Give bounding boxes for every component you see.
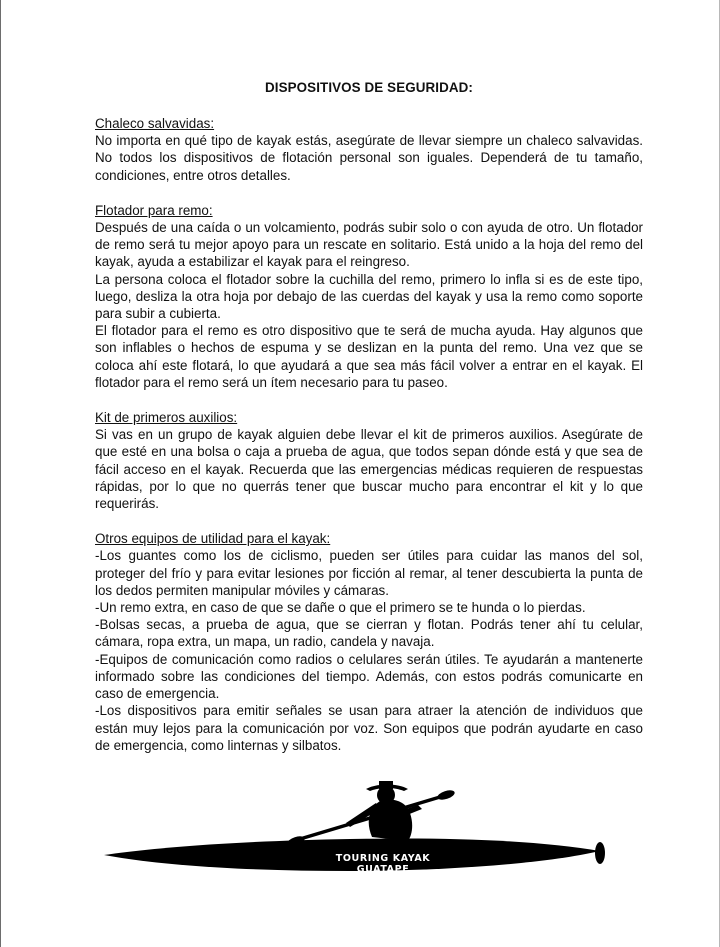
section-life-vest: [95, 115, 643, 184]
logo-text: TOURING KAYAK GUATAPE: [335, 853, 431, 875]
paragraph: No importa en qué tipo de kayak estás, asegúrate de llevar siempre un chaleco salvavidas. No todos los dispositivos de flotación personal son iguales. Dependerá de tu tamaño, condiciones, entre otros detalles.: [95, 133, 643, 183]
document-title: DISPOSITIVOS DE SEGURIDAD:: [265, 80, 473, 95]
section-heading: Otros equipos de utilidad para el kayak:: [95, 531, 331, 547]
paragraph: La persona coloca el flotador sobre la cuchilla del remo, primero lo infla si es de este tipo, luego, desliza la otra hoja por debajo de las cuerdas del kayak y usa la remo como soporte para subir a cubierta.: [95, 271, 643, 322]
brand-logo: [100, 775, 620, 887]
list-item: -Bolsas secas, a prueba de agua, que se cierran y flotan. Podrás tener ahí tu celular, cámara, ropa extra, un mapa, un radio, candela y navaja.: [95, 617, 643, 650]
section-heading: Kit de primeros auxilios:: [95, 410, 238, 426]
section-heading: Chaleco salvavidas:: [95, 116, 215, 131]
page-left-edge: [0, 0, 1, 947]
paragraph: El flotador para el remo es otro dispositivo que te será de mucha ayuda. Hay algunos que son inflables o hechos de espuma y se deslizan en la punta del remo. Una vez que se coloca ahí este flotará, lo que ayudará a que sea más fácil volver a entrar en el kayak. El flotador para el remo será un ítem necesario para tu paseo.: [95, 323, 643, 390]
document-body: [95, 80, 643, 772]
section-other-equipment: [95, 530, 643, 754]
list-item: -Un remo extra, en caso de que se dañe o que el primero se te hunda o lo pierdas.: [95, 600, 586, 616]
section-heading: Flotador para remo:: [95, 202, 213, 218]
list-item: -Los dispositivos para emitir señales se usan para atraer la atención de individuos que están muy lejos para la comunicación por voz. Son equipos que podrán ayudarte en caso de emergencia, como linternas y silbatos.: [95, 703, 643, 753]
list-item: -Equipos de comunicación como radios o celulares serán útiles. Te ayudarán a mantenerte informado sobre las condiciones del tiempo. Además, con estos podrás comunicarte en caso de emergencia.: [95, 651, 643, 702]
paragraph: Después de una caída o un volcamiento, podrás subir solo o con ayuda de otro. Un flotador de remo será tu mejor apoyo para un rescate en solitario. Está unido a la hoja del remo del kayak, ayuda a estabilizar el kayak para el reingreso.: [95, 220, 643, 270]
section-paddle-float: [95, 202, 643, 391]
list-item: -Los guantes como los de ciclismo, pueden ser útiles para cuidar las manos del sol, proteger del frío y para evitar lesiones por ficción al remar, al tener descubierta la punta de los dedos permiten manipular móviles y cámaras.: [95, 548, 643, 598]
paragraph: Si vas en un grupo de kayak alguien debe llevar el kit de primeros auxilios. Asegúrate de que esté en una bolsa o caja a prueba de agua, que todos sepan dónde está y que sea de fácil acceso en el kayak. Recuerda que las emergencias médicas requieren de respuestas rápidas, por lo que no querrás tener que buscar mucho para encontrar el kit y lo que requerirás.: [95, 427, 643, 512]
section-first-aid-kit: [95, 409, 643, 512]
